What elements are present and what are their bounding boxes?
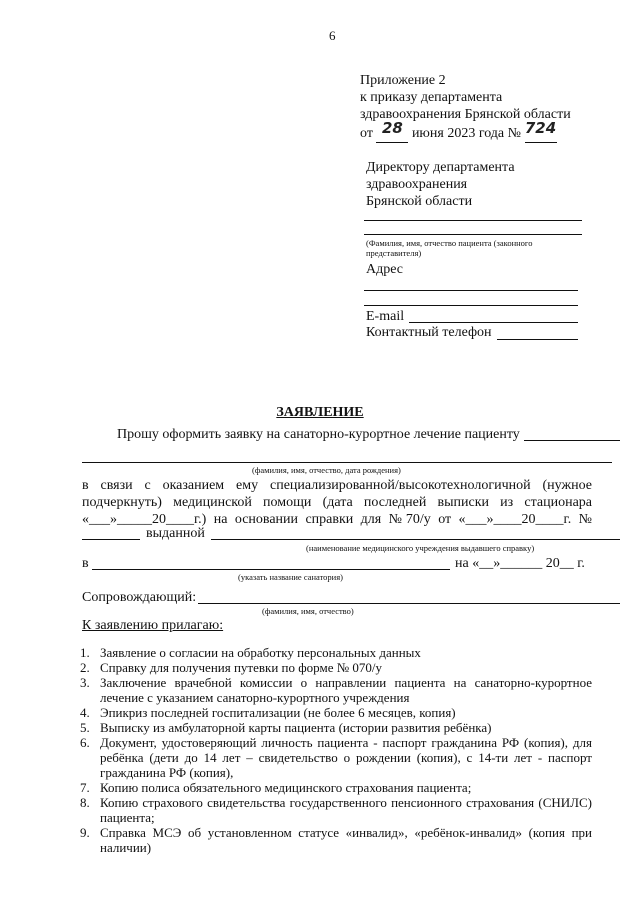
addressee-line-2: здравоохранения — [366, 177, 468, 192]
institution-hint: (наименование медицинского учреждения выдавшего справку) — [306, 543, 535, 553]
list-item: 6. Документ, удостоверяющий личность пациента - паспорт гражданина РФ (копия), для ребёнка (дети до 14 лет – свидетельство о рождении (копия), с 14-ти лет - паспорт гражданина РФ (копия), — [80, 735, 592, 780]
addressee-line-3: Брянской области — [366, 194, 473, 209]
fio-hint: (Фамилия, имя, отчество пациента (законного представителя) — [366, 238, 533, 258]
page-number: 6 — [329, 28, 336, 43]
list-item: 1. Заявление о согласии на обработку персональных данных — [80, 645, 421, 660]
list-item: 2. Справку для получения путевки по форме № 070/у — [80, 660, 382, 675]
fio-line-2 — [364, 234, 582, 235]
email-label: E-mail — [366, 309, 405, 324]
companion-line — [198, 603, 620, 604]
fio-line-1 — [364, 220, 582, 221]
handwritten-day: 28 — [382, 119, 403, 137]
institution-line — [211, 539, 620, 540]
patient-name-line-a — [524, 440, 620, 441]
attachments-list — [80, 645, 592, 855]
list-item: 9. Справка МСЭ об установленном статусе «инвалид», «ребёнок-инвалид» (копия при наличии) — [80, 825, 592, 855]
patient-name-line-b — [82, 462, 612, 463]
phone-label: Контактный телефон — [366, 325, 492, 340]
address-label: Адрес — [366, 262, 404, 277]
certificate-number-line — [82, 539, 140, 540]
document-title: ЗАЯВЛЕНИЕ — [276, 405, 364, 420]
issued-label: выданной — [146, 526, 205, 541]
list-item: 8. Копию страхового свидетельства государственного пенсионного страхования (СНИЛС) пациента; — [80, 795, 592, 825]
list-item: 4. Эпикриз последней госпитализации (не более 6 месяцев, копия) — [80, 705, 456, 720]
appendix-date-line — [360, 119, 592, 143]
body-line-1: в связи с оказанием ему специализированной/высокотехнологичной (нужное — [82, 478, 592, 493]
appendix-line-1: Приложение 2 — [360, 73, 446, 88]
handwritten-number: 724 — [524, 119, 557, 137]
appendix-line-2: к приказу департамента — [360, 90, 503, 105]
address-line-2 — [364, 305, 578, 306]
companion-hint: (фамилия, имя, отчество) — [262, 606, 354, 616]
phone-line — [497, 339, 578, 340]
patient-hint: (фамилия, имя, отчество, дата рождения) — [252, 465, 401, 475]
on-date: на «__»______ 20__ г. — [455, 556, 585, 571]
in-prefix: в — [82, 556, 89, 571]
addressee-line-1: Директору департамента — [366, 160, 515, 175]
companion-label: Сопровождающий: — [82, 590, 197, 605]
email-line — [409, 322, 578, 323]
request-text: Прошу оформить заявку на санаторно-курортное лечение пациенту — [117, 427, 520, 442]
list-item: 3. Заключение врачебной комиссии о направлении пациента на санаторно-курортное лечение с указанием санаторно-курортного учреждения — [80, 675, 592, 705]
body-line-2: подчеркнуть) медицинской помощи (дата последней выписки из стационара — [82, 495, 592, 510]
address-line-1 — [364, 290, 578, 291]
list-item: 7. Копию полиса обязательного медицинского страхования пациента; — [80, 780, 472, 795]
date-prefix: от — [360, 126, 373, 141]
sanatorium-hint: (указать название санатория) — [238, 572, 343, 582]
list-item: 5. Выписку из амбулаторной карты пациента (истории развития ребёнка) — [80, 720, 492, 735]
sanatorium-line — [92, 569, 450, 570]
date-mid: июня 2023 года № — [411, 126, 522, 141]
appendix-line-3: здравоохранения Брянской области — [360, 107, 571, 122]
body-line-3: «___»_____20____г.) на основании справки для №70/у от «___»____20____г. № — [82, 512, 592, 527]
attachments-heading: К заявлению прилагаю: — [82, 618, 224, 633]
